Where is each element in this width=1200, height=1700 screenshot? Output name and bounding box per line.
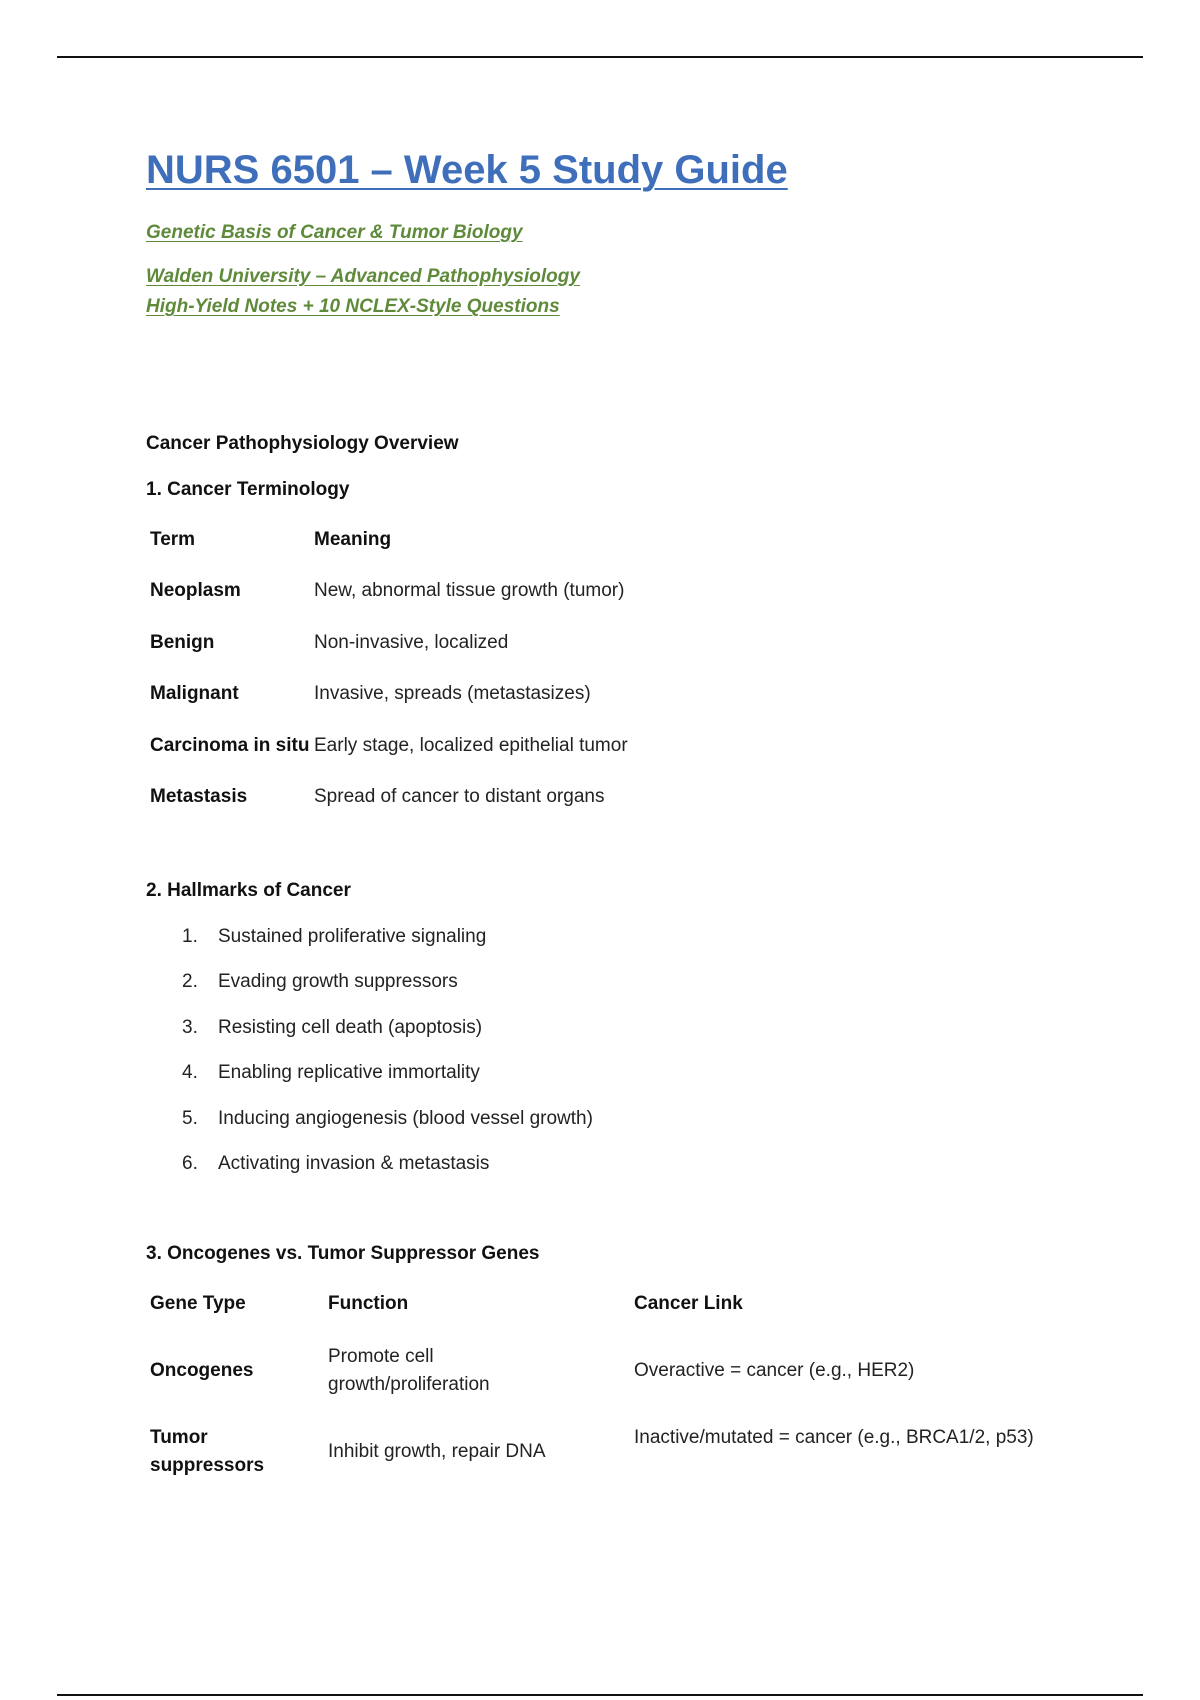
page-title: NURS 6501 – Week 5 Study Guide <box>146 148 788 192</box>
terminology-row-term: Carcinoma in situ <box>150 735 310 756</box>
list-number: 4. <box>182 1062 198 1083</box>
list-number: 3. <box>182 1017 198 1038</box>
genes-row-link: Inactive/mutated = cancer (e.g., BRCA1/2, p53) <box>634 1427 1034 1448</box>
genes-row-type: Oncogenes <box>150 1360 254 1381</box>
terminology-header-meaning: Meaning <box>314 529 392 550</box>
terminology-row-meaning: New, abnormal tissue growth (tumor) <box>314 580 625 601</box>
terminology-row-term: Neoplasm <box>150 580 241 601</box>
subtitle: Genetic Basis of Cancer & Tumor Biology <box>146 222 523 243</box>
terminology-heading: 1. Cancer Terminology <box>146 479 350 500</box>
genes-row-type: Tumor suppressors <box>150 1427 265 1476</box>
genes-header-type: Gene Type <box>150 1293 246 1314</box>
list-text: Sustained proliferative signaling <box>218 926 487 947</box>
list-item <box>182 1153 489 1175</box>
genes-row-function: Inhibit growth, repair DNA <box>328 1441 546 1462</box>
list-text: Evading growth suppressors <box>218 971 458 992</box>
list-item <box>182 1062 480 1084</box>
list-text: Enabling replicative immortality <box>218 1062 480 1083</box>
list-item <box>182 1108 593 1130</box>
genes-header-function: Function <box>328 1293 409 1314</box>
genes-heading: 3. Oncogenes vs. Tumor Suppressor Genes <box>146 1243 540 1264</box>
list-text: Activating invasion & metastasis <box>218 1153 490 1174</box>
list-item <box>182 926 486 948</box>
terminology-row-meaning: Invasive, spreads (metastasizes) <box>314 683 591 704</box>
genes-header-link: Cancer Link <box>634 1293 743 1314</box>
list-text: Inducing angiogenesis (blood vessel growth) <box>218 1108 593 1129</box>
hallmarks-heading: 2. Hallmarks of Cancer <box>146 880 351 901</box>
terminology-header-term: Term <box>150 529 196 550</box>
bottom-rule <box>57 1694 1143 1696</box>
list-text: Resisting cell death (apoptosis) <box>218 1017 483 1038</box>
list-number: 6. <box>182 1153 198 1174</box>
tagline: High-Yield Notes + 10 NCLEX-Style Questions <box>146 296 560 317</box>
genes-row-link: Overactive = cancer (e.g., HER2) <box>634 1360 915 1381</box>
terminology-row-term: Metastasis <box>150 786 248 807</box>
list-number: 5. <box>182 1108 198 1129</box>
terminology-row-term: Benign <box>150 632 215 653</box>
list-number: 1. <box>182 926 198 947</box>
list-item <box>182 971 458 993</box>
institution-line: Walden University – Advanced Pathophysiology <box>146 266 580 287</box>
genes-row-function: Promote cell growth/proliferation <box>328 1346 490 1395</box>
terminology-row-meaning: Spread of cancer to distant organs <box>314 786 605 807</box>
terminology-row-meaning: Early stage, localized epithelial tumor <box>314 735 628 756</box>
list-item <box>182 1017 482 1039</box>
top-rule <box>57 56 1143 58</box>
terminology-row-meaning: Non-invasive, localized <box>314 632 509 653</box>
overview-heading: Cancer Pathophysiology Overview <box>146 433 459 454</box>
list-number: 2. <box>182 971 198 992</box>
terminology-row-term: Malignant <box>150 683 239 704</box>
